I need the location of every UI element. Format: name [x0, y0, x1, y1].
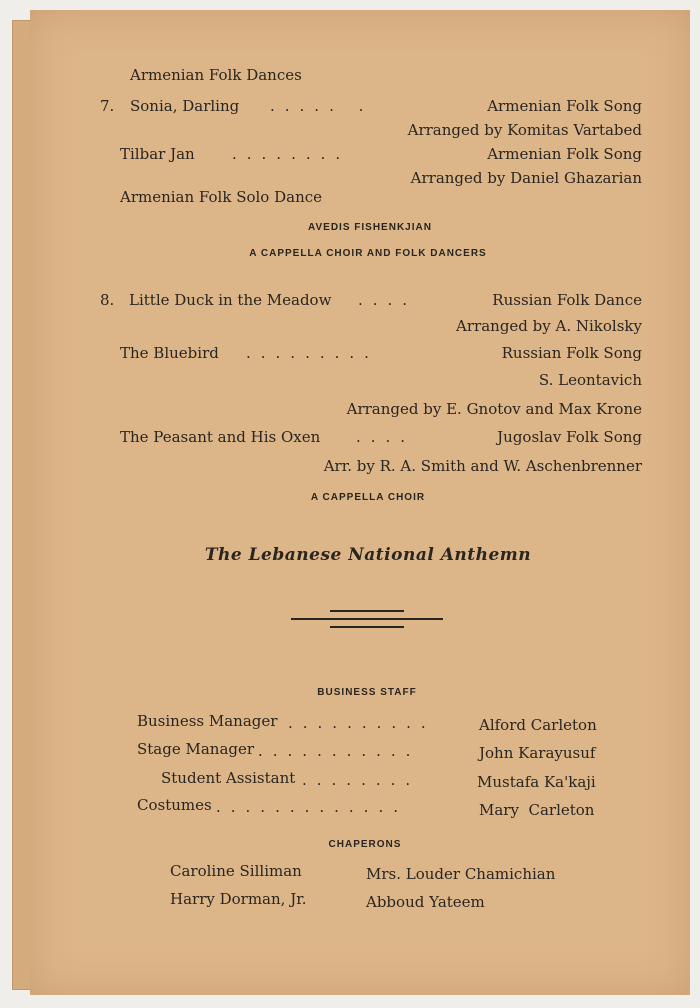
leader-dots: ........ [302, 771, 421, 789]
song-type-tilbar: Armenian Folk Song [487, 145, 642, 163]
staff-name: Mustafa Ka'kaji [477, 773, 596, 791]
song-type-sonia: Armenian Folk Song [487, 97, 642, 115]
ensemble-label: A CAPPELLA CHOIR [310, 492, 426, 503]
staff-role: Stage Manager [137, 740, 255, 758]
leader-dots: ........... [258, 742, 421, 760]
performer-name: AVEDIS FISHENKJIAN [308, 222, 432, 233]
song-type-peasant: Jugoslav Folk Song [497, 428, 642, 446]
song-title-bluebird: The Bluebird [120, 344, 219, 362]
leader-dots: ..... . [270, 97, 374, 115]
staff-role: Costumes [137, 796, 212, 814]
song-type-bluebird: Russian Folk Song [501, 344, 642, 362]
arranger-tilbar: Arranged by Daniel Ghazarian [410, 169, 642, 187]
song-title-tilbar: Tilbar Jan [120, 145, 195, 163]
leader-dots: .......... [288, 714, 436, 732]
staff-name: Mary Carleton [479, 801, 595, 819]
arranger-sonia: Arranged by Komitas Vartabed [407, 121, 642, 139]
chaperons-heading: CHAPERONS [328, 839, 402, 850]
leader-dots: ......... [246, 344, 379, 362]
ensemble-label: A CAPPELLA CHOIR AND FOLK DANCERS [249, 248, 487, 259]
staff-role: Business Manager [137, 712, 278, 730]
business-staff-heading: BUSINESS STAFF [317, 687, 417, 698]
arranger-bluebird: Arranged by E. Gnotov and Max Krone [346, 400, 642, 418]
staff-name: John Karayusuf [479, 744, 596, 762]
leader-dots: .... [358, 291, 418, 309]
leader-dots: ........ [232, 145, 351, 163]
solo-dance: Armenian Folk Solo Dance [120, 188, 323, 206]
divider-rule [291, 618, 443, 620]
arranger-little-duck: Arranged by A. Nikolsky [456, 317, 642, 335]
composer-bluebird: S. Leontavich [538, 371, 642, 389]
staff-name: Alford Carleton [479, 716, 597, 734]
song-title-peasant: The Peasant and His Oxen [120, 428, 321, 446]
divider-rule [330, 610, 404, 612]
divider-rule [330, 626, 404, 628]
leader-dots: ............. [216, 798, 408, 816]
arranger-peasant: Arr. by R. A. Smith and W. Aschenbrenner [323, 457, 642, 475]
leader-dots: .... [356, 428, 416, 446]
song-title-little-duck: Little Duck in the Meadow [129, 291, 332, 309]
chaperon-name: Mrs. Louder Chamichian [366, 865, 556, 883]
chaperon-name: Harry Dorman, Jr. [170, 890, 307, 908]
song-type-little-duck: Russian Folk Dance [492, 291, 642, 309]
item-number-8: 8. [100, 291, 115, 309]
item-number-7: 7. [100, 97, 115, 115]
armenian-heading: Armenian Folk Dances [130, 66, 302, 84]
anthem-title: The Lebanese National Anthemn [204, 545, 532, 565]
chaperon-name: Caroline Silliman [170, 862, 302, 880]
song-title-sonia: Sonia, Darling [130, 97, 240, 115]
staff-role: Student Assistant [161, 769, 296, 787]
chaperon-name: Abboud Yateem [366, 893, 485, 911]
